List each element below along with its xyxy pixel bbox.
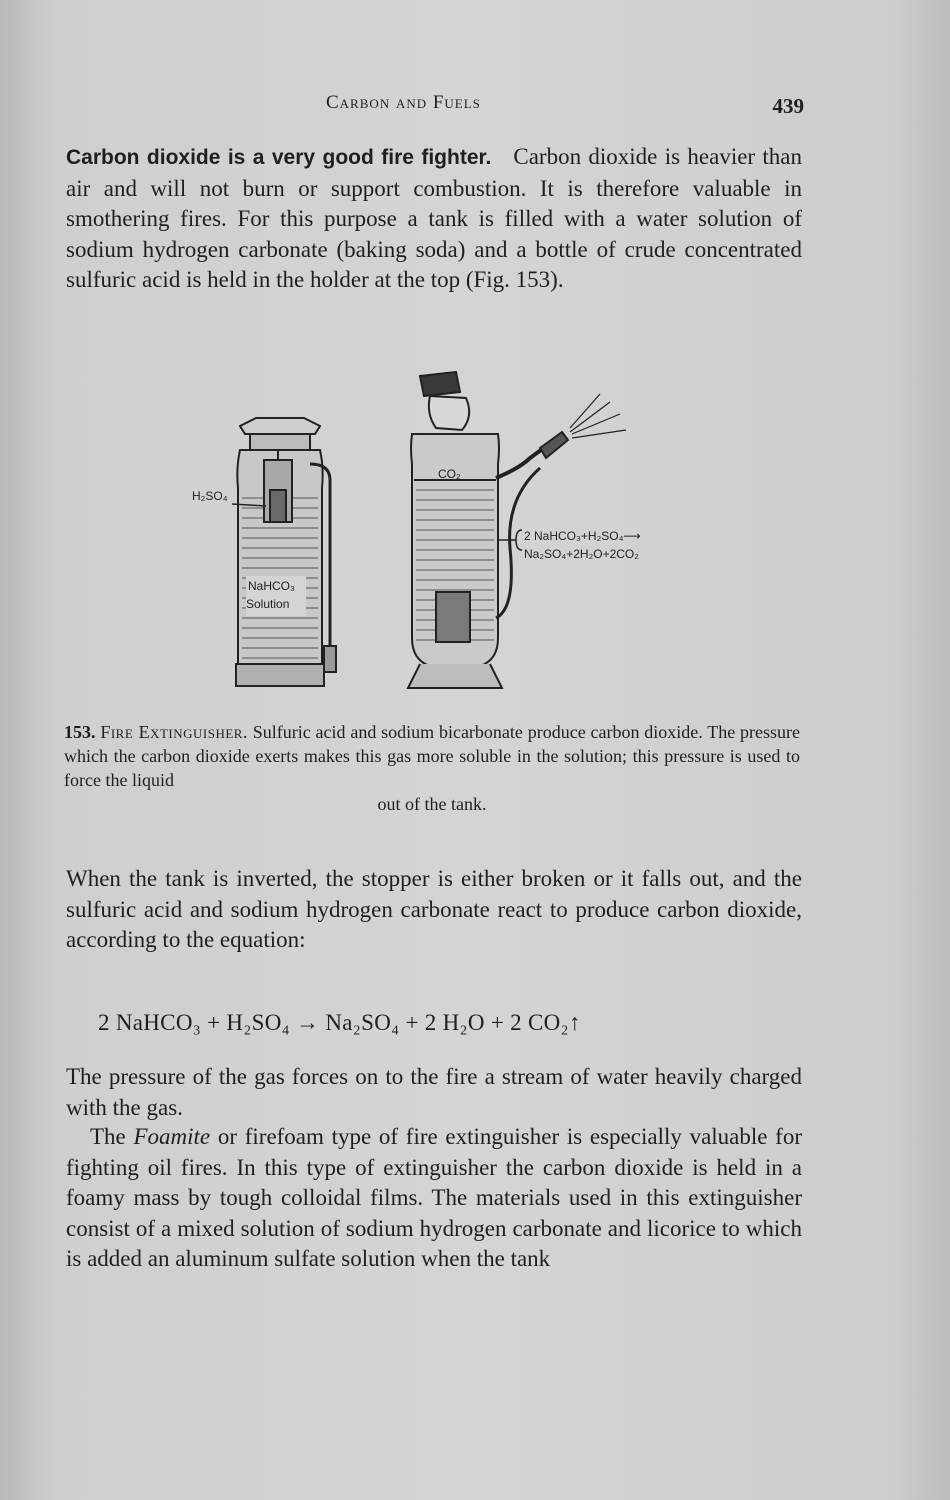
label-reaction-products: Na₂SO₄+2H₂O+2CO₂	[524, 547, 639, 561]
foamite-text-after: or firefoam type of fire extinguisher is especially valuable for fighting oil fires. In this type of extinguisher the carbon dioxide is held in a foamy mass by tough colloidal films. The materials used in this extinguisher consist of a mixed solution of sodium hydrogen carbonate and licorice to which is added an aluminum sulfate solution when the tank	[66, 1124, 803, 1271]
figure-title: Fire Extinguisher.	[100, 722, 248, 742]
page-number: 439	[772, 94, 804, 118]
label-solution-word: Solution	[246, 597, 290, 611]
paragraph-foamite	[66, 1122, 802, 1275]
label-acid: H₂SO₄	[192, 489, 228, 503]
foamite-emphasis: Foamite	[133, 1124, 211, 1149]
figure-caption	[64, 720, 800, 816]
paragraph-body: Carbon dioxide is heavier than air and will not burn or support combustion. It is therefore valuable in smothering fires. For this purpose a tank is filled with a water solution of sodium hydrogen carbonate (baking soda) and a bottle of crude concentrated sulfuric acid is held in the holder at the top (Fig. 153).	[66, 144, 803, 292]
figure-caption-last-line: out of the tank.	[377, 794, 487, 814]
label-gas: CO₂	[438, 467, 461, 481]
paragraph-gas-pressure: The pressure of the gas forces on to the fire a stream of water heavily charged with the gas.	[66, 1064, 802, 1120]
figure-number: 153.	[64, 722, 96, 742]
paragraph-carbon-dioxide-fire-fighter	[66, 142, 802, 296]
paragraph-lead-heading: Carbon dioxide is a very good fire fighter.	[66, 146, 492, 169]
figure-caption-text: Sulfuric acid and sodium bicarbonate produce carbon dioxide. The pressure which the carbon dioxide exerts makes this gas more soluble in the solution; this pressure is used to force the liquid	[64, 722, 800, 790]
upright-extinguisher-drawing	[232, 418, 336, 686]
label-reaction-reactants: 2 NaHCO₃+H₂SO₄⟶	[524, 529, 641, 543]
fire-extinguisher-figure	[180, 368, 720, 698]
foamite-text-before: The	[90, 1124, 126, 1149]
page-header	[66, 90, 804, 122]
fire-extinguisher-illustration	[180, 368, 720, 698]
paragraph-tank-inverted: When the tank is inverted, the stopper is either broken or it falls out, and the sulfuric acid and sodium hydrogen carbonate react to produce carbon dioxide, according to the equation:	[66, 866, 802, 952]
running-title: Carbon and Fuels	[326, 92, 481, 113]
chemical-equation: 2 NaHCO₃ + H₂SO₄ → Na₂SO₄ + 2 H₂O + 2 CO₂↑	[98, 1010, 581, 1035]
label-solution-formula: NaHCO₃	[248, 579, 295, 593]
